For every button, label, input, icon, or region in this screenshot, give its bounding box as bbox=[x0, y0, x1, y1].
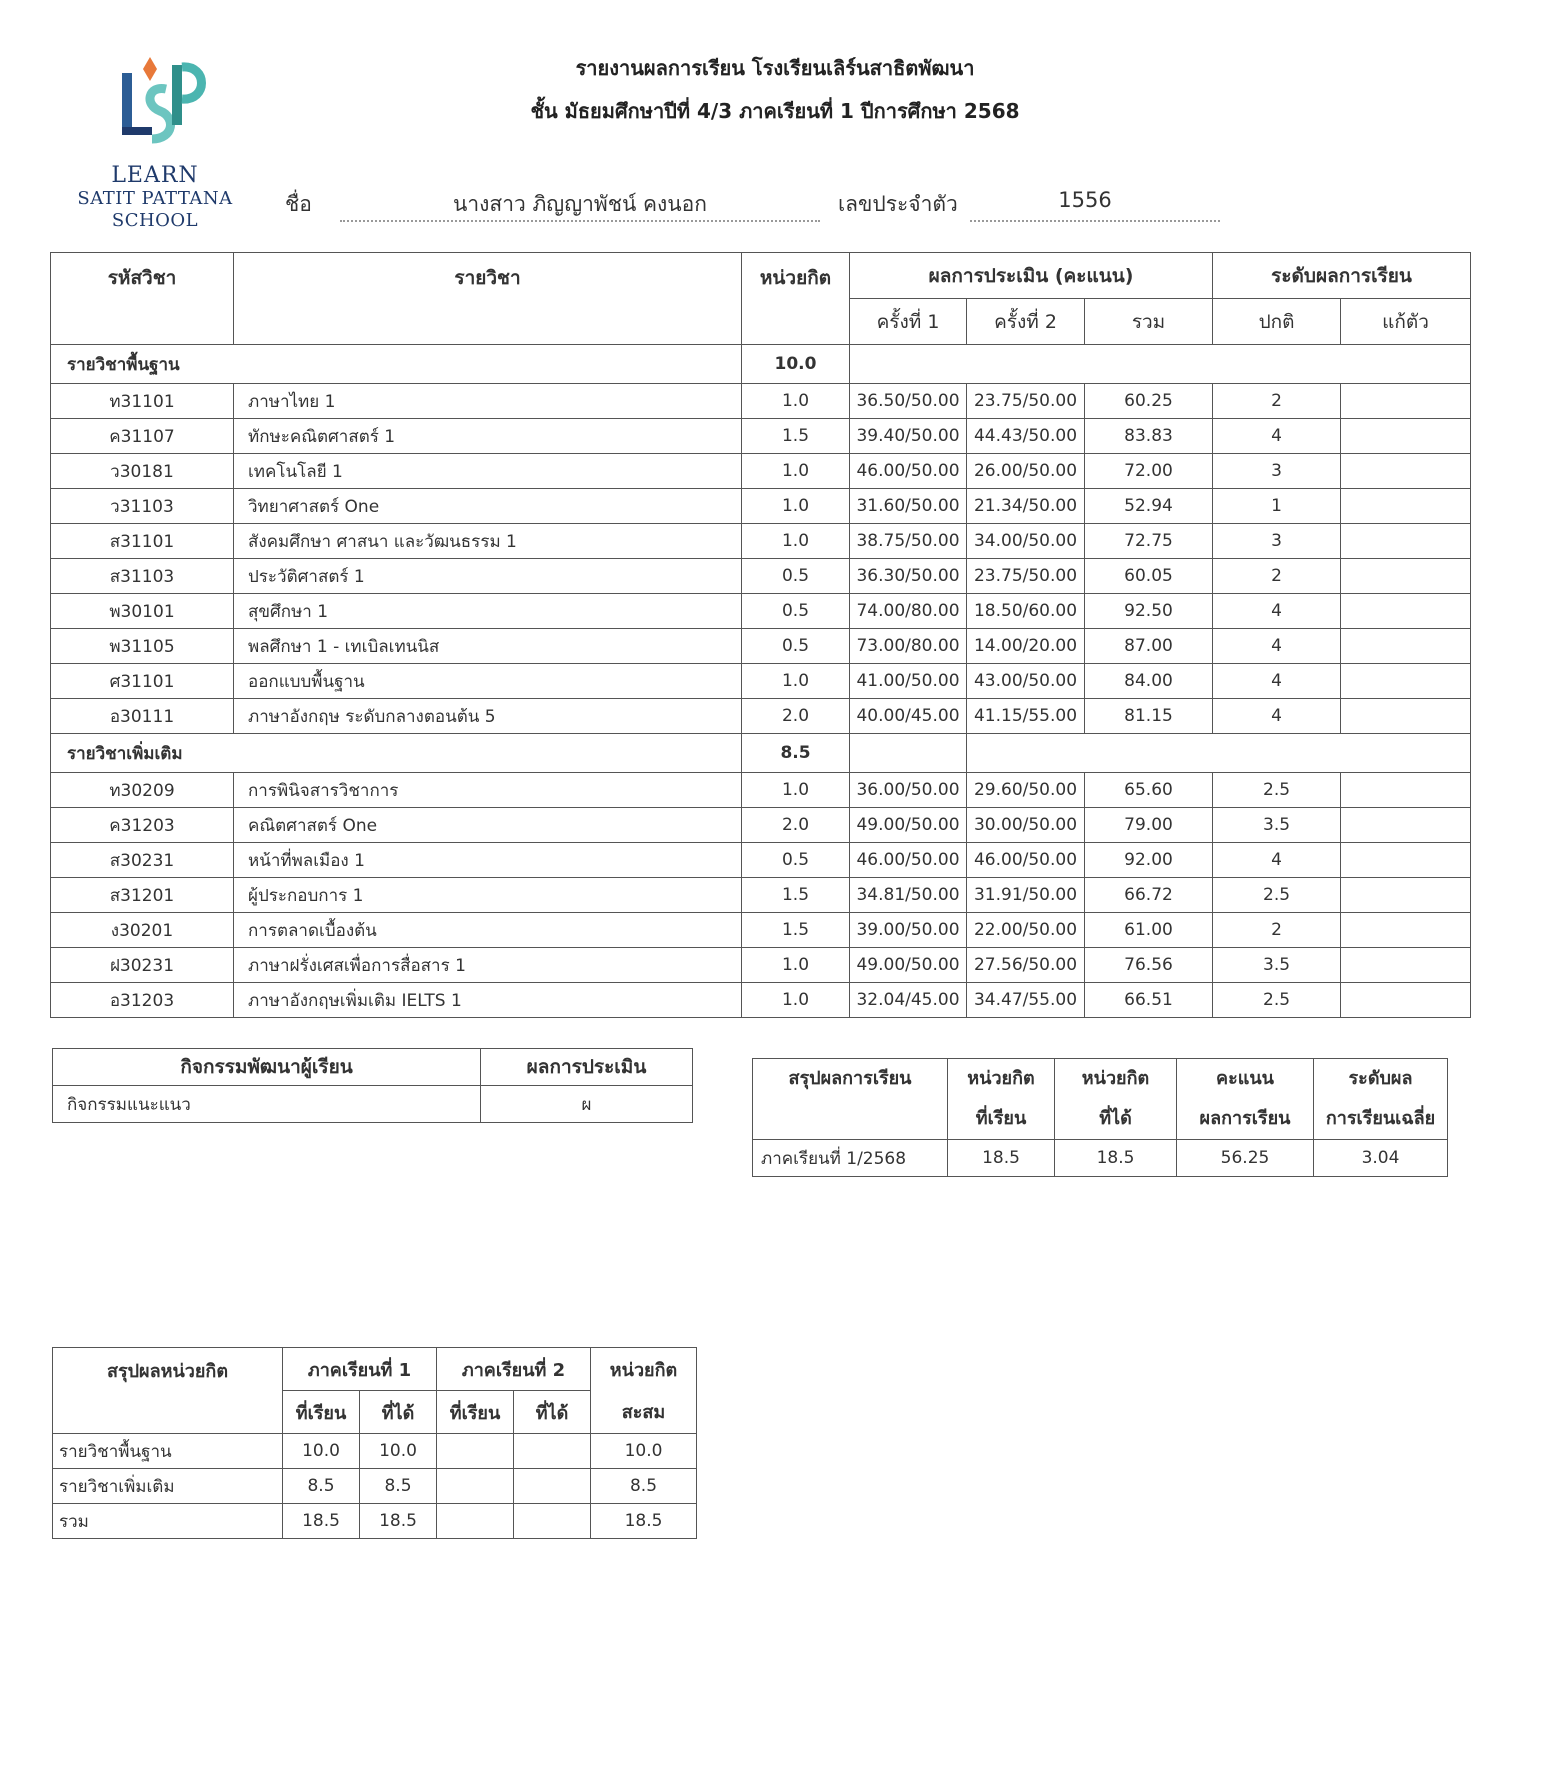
table-row bbox=[51, 843, 1471, 878]
score-total: 76.56 bbox=[1085, 948, 1213, 983]
subject-credits: 1.5 bbox=[742, 419, 850, 454]
score-round-1: 36.30/50.00 bbox=[850, 559, 967, 594]
score-total: 66.72 bbox=[1085, 878, 1213, 913]
grade-normal: 2 bbox=[1213, 559, 1341, 594]
subject-name: พลศึกษา 1 - เทเบิลเทนนิส bbox=[234, 629, 742, 664]
subject-name: การตลาดเบื้องต้น bbox=[234, 913, 742, 948]
grade-remedial bbox=[1341, 594, 1471, 629]
report-title: รายงานผลการเรียน โรงเรียนเลิร์นสาธิตพัฒนา bbox=[575, 56, 975, 80]
group-credits: 10.0 bbox=[742, 345, 850, 384]
score-total: 81.15 bbox=[1085, 699, 1213, 734]
t1-taken: 18.5 bbox=[283, 1504, 360, 1539]
score-total: 87.00 bbox=[1085, 629, 1213, 664]
grade-normal: 4 bbox=[1213, 419, 1341, 454]
subject-name: ทักษะคณิตศาสตร์ 1 bbox=[234, 419, 742, 454]
score-total: 92.50 bbox=[1085, 594, 1213, 629]
group-empty bbox=[967, 734, 1471, 773]
activity-result: ผ bbox=[481, 1086, 693, 1123]
grade-normal: 2 bbox=[1213, 384, 1341, 419]
score-round-1: 39.40/50.00 bbox=[850, 419, 967, 454]
score-round-1: 39.00/50.00 bbox=[850, 913, 967, 948]
name-dotted-line bbox=[340, 220, 820, 222]
t1-earned: 10.0 bbox=[360, 1434, 437, 1469]
table-row bbox=[51, 559, 1471, 594]
subject-name: ภาษาอังกฤษ ระดับกลางตอนต้น 5 bbox=[234, 699, 742, 734]
logo-line-3: SCHOOL bbox=[111, 210, 199, 231]
score-round-2: 41.15/55.00 bbox=[967, 699, 1085, 734]
credits-summary-table bbox=[52, 1347, 697, 1539]
table-row bbox=[53, 1504, 697, 1539]
score-total: 72.75 bbox=[1085, 524, 1213, 559]
t1-taken: 10.0 bbox=[283, 1434, 360, 1469]
score-round-1: 31.60/50.00 bbox=[850, 489, 967, 524]
score-total: 72.00 bbox=[1085, 454, 1213, 489]
name-label: ชื่อ bbox=[285, 192, 312, 216]
grade-remedial bbox=[1341, 629, 1471, 664]
subject-credits: 1.0 bbox=[742, 948, 850, 983]
subject-credits: 0.5 bbox=[742, 629, 850, 664]
table-row bbox=[53, 1434, 697, 1469]
group-row bbox=[51, 734, 1471, 773]
summary-term: ภาคเรียนที่ 1/2568 bbox=[753, 1140, 948, 1177]
score-round-2: 31.91/50.00 bbox=[967, 878, 1085, 913]
subject-name: ภาษาฝรั่งเศสเพื่อการสื่อสาร 1 bbox=[234, 948, 742, 983]
score-total: 83.83 bbox=[1085, 419, 1213, 454]
grade-normal: 4 bbox=[1213, 664, 1341, 699]
activity-name: กิจกรรมแนะแนว bbox=[53, 1086, 481, 1123]
header-summary: สรุปผลการเรียน bbox=[753, 1059, 948, 1140]
grade-normal: 2.5 bbox=[1213, 983, 1341, 1018]
subject-credits: 1.0 bbox=[742, 664, 850, 699]
score-round-1: 32.04/45.00 bbox=[850, 983, 967, 1018]
table-row bbox=[51, 878, 1471, 913]
credit-category: รายวิชาเพิ่มเติม bbox=[53, 1469, 283, 1504]
logo-line-2: SATIT PATTANA bbox=[77, 188, 233, 209]
header-t1-earned: ที่ได้ bbox=[360, 1391, 437, 1434]
grade-normal: 1 bbox=[1213, 489, 1341, 524]
table-row bbox=[753, 1140, 1448, 1177]
grade-normal: 4 bbox=[1213, 594, 1341, 629]
subject-name: หน้าที่พลเมือง 1 bbox=[234, 843, 742, 878]
subject-name: เทคโนโลยี 1 bbox=[234, 454, 742, 489]
table-row bbox=[53, 1469, 697, 1504]
grade-remedial bbox=[1341, 913, 1471, 948]
grade-remedial bbox=[1341, 878, 1471, 913]
subject-code: อ31203 bbox=[51, 983, 234, 1018]
score-round-2: 14.00/20.00 bbox=[967, 629, 1085, 664]
score-total: 92.00 bbox=[1085, 843, 1213, 878]
t1-earned: 8.5 bbox=[360, 1469, 437, 1504]
accumulated-credits: 8.5 bbox=[591, 1469, 697, 1504]
header-total: รวม bbox=[1085, 299, 1213, 345]
subject-credits: 1.0 bbox=[742, 524, 850, 559]
score-round-1: 38.75/50.00 bbox=[850, 524, 967, 559]
group-credits: 8.5 bbox=[742, 734, 850, 773]
score-total: 60.25 bbox=[1085, 384, 1213, 419]
group-row bbox=[51, 345, 1471, 384]
header-t2-taken: ที่เรียน bbox=[437, 1391, 514, 1434]
grade-normal: 3 bbox=[1213, 454, 1341, 489]
t2-taken bbox=[437, 1469, 514, 1504]
subject-name: การพินิจสารวิชาการ bbox=[234, 773, 742, 808]
t2-earned bbox=[514, 1469, 591, 1504]
score-total: 65.60 bbox=[1085, 773, 1213, 808]
grade-remedial bbox=[1341, 384, 1471, 419]
report-subtitle: ชั้น มัธยมศึกษาปีที่ 4/3 ภาคเรียนที่ 1 ปีการศึกษา 2568 bbox=[530, 99, 1020, 123]
table-row bbox=[51, 419, 1471, 454]
subject-credits: 0.5 bbox=[742, 559, 850, 594]
accumulated-credits: 10.0 bbox=[591, 1434, 697, 1469]
grade-remedial bbox=[1341, 808, 1471, 843]
score-round-2: 43.00/50.00 bbox=[967, 664, 1085, 699]
t1-earned: 18.5 bbox=[360, 1504, 437, 1539]
credit-category: รวม bbox=[53, 1504, 283, 1539]
table-row bbox=[51, 524, 1471, 559]
summary-credits-earned: 18.5 bbox=[1055, 1140, 1177, 1177]
score-round-2: 26.00/50.00 bbox=[967, 454, 1085, 489]
t2-taken bbox=[437, 1504, 514, 1539]
summary-score: 56.25 bbox=[1177, 1140, 1314, 1177]
grade-remedial bbox=[1341, 559, 1471, 594]
table-row bbox=[51, 454, 1471, 489]
subject-code: ศ31101 bbox=[51, 664, 234, 699]
header-t2-earned: ที่ได้ bbox=[514, 1391, 591, 1434]
subject-code: ส30231 bbox=[51, 843, 234, 878]
table-row bbox=[53, 1086, 693, 1123]
subject-code: ค31203 bbox=[51, 808, 234, 843]
grades-table bbox=[50, 252, 1471, 1018]
header-activity: กิจกรรมพัฒนาผู้เรียน bbox=[53, 1049, 481, 1086]
header-assessment: ผลการประเมิน (คะแนน) bbox=[850, 253, 1213, 299]
subject-code: ง30201 bbox=[51, 913, 234, 948]
activity-table bbox=[52, 1048, 693, 1123]
subject-code: ส31101 bbox=[51, 524, 234, 559]
subject-credits: 1.0 bbox=[742, 489, 850, 524]
subject-credits: 2.0 bbox=[742, 808, 850, 843]
grade-normal: 4 bbox=[1213, 699, 1341, 734]
header-credits-earned-1: หน่วยกิต bbox=[1055, 1059, 1177, 1100]
subject-credits: 1.5 bbox=[742, 878, 850, 913]
score-round-2: 34.00/50.00 bbox=[967, 524, 1085, 559]
score-round-1: 40.00/45.00 bbox=[850, 699, 967, 734]
summary-table bbox=[752, 1058, 1448, 1177]
header-code: รหัสวิชา bbox=[51, 253, 234, 345]
grade-normal: 3.5 bbox=[1213, 808, 1341, 843]
subject-code: ท30209 bbox=[51, 773, 234, 808]
grade-remedial bbox=[1341, 664, 1471, 699]
score-round-1: 36.00/50.00 bbox=[850, 773, 967, 808]
table-row bbox=[51, 594, 1471, 629]
score-round-1: 49.00/50.00 bbox=[850, 948, 967, 983]
subject-name: ผู้ประกอบการ 1 bbox=[234, 878, 742, 913]
header-gpa-1: ระดับผล bbox=[1314, 1059, 1448, 1100]
subject-credits: 1.5 bbox=[742, 913, 850, 948]
subject-name: ภาษาไทย 1 bbox=[234, 384, 742, 419]
table-row bbox=[51, 948, 1471, 983]
grade-remedial bbox=[1341, 773, 1471, 808]
header-term-2: ภาคเรียนที่ 2 bbox=[437, 1348, 591, 1391]
subject-code: ว31103 bbox=[51, 489, 234, 524]
subject-code: ค31107 bbox=[51, 419, 234, 454]
subject-credits: 0.5 bbox=[742, 594, 850, 629]
score-round-2: 21.34/50.00 bbox=[967, 489, 1085, 524]
subject-name: สุขศึกษา 1 bbox=[234, 594, 742, 629]
subject-code: ฝ30231 bbox=[51, 948, 234, 983]
subject-name: ภาษาอังกฤษเพิ่มเติม IELTS 1 bbox=[234, 983, 742, 1018]
score-round-1: 73.00/80.00 bbox=[850, 629, 967, 664]
header-credits-taken-2: ที่เรียน bbox=[948, 1099, 1055, 1140]
grade-normal: 2.5 bbox=[1213, 878, 1341, 913]
score-total: 79.00 bbox=[1085, 808, 1213, 843]
score-round-2: 44.43/50.00 bbox=[967, 419, 1085, 454]
grade-remedial bbox=[1341, 983, 1471, 1018]
grade-remedial bbox=[1341, 699, 1471, 734]
credit-category: รายวิชาพื้นฐาน bbox=[53, 1434, 283, 1469]
score-round-1: 49.00/50.00 bbox=[850, 808, 967, 843]
score-round-1: 46.00/50.00 bbox=[850, 843, 967, 878]
table-row bbox=[51, 773, 1471, 808]
school-logo bbox=[70, 55, 240, 235]
subject-name: คณิตศาสตร์ One bbox=[234, 808, 742, 843]
accumulated-credits: 18.5 bbox=[591, 1504, 697, 1539]
grade-normal: 4 bbox=[1213, 629, 1341, 664]
header-term-1: ภาคเรียนที่ 1 bbox=[283, 1348, 437, 1391]
subject-code: อ30111 bbox=[51, 699, 234, 734]
score-round-1: 34.81/50.00 bbox=[850, 878, 967, 913]
score-round-2: 46.00/50.00 bbox=[967, 843, 1085, 878]
summary-gpa: 3.04 bbox=[1314, 1140, 1448, 1177]
grade-normal: 4 bbox=[1213, 843, 1341, 878]
score-round-1: 74.00/80.00 bbox=[850, 594, 967, 629]
table-row bbox=[51, 629, 1471, 664]
grade-remedial bbox=[1341, 419, 1471, 454]
table-row bbox=[51, 699, 1471, 734]
table-row bbox=[51, 384, 1471, 419]
t2-taken bbox=[437, 1434, 514, 1469]
header-normal: ปกติ bbox=[1213, 299, 1341, 345]
t2-earned bbox=[514, 1434, 591, 1469]
table-row bbox=[51, 983, 1471, 1018]
header-t1-taken: ที่เรียน bbox=[283, 1391, 360, 1434]
header-round-1: ครั้งที่ 1 bbox=[850, 299, 967, 345]
subject-code: ท31101 bbox=[51, 384, 234, 419]
t2-earned bbox=[514, 1504, 591, 1539]
subject-credits: 0.5 bbox=[742, 843, 850, 878]
header-accum-1: หน่วยกิต bbox=[591, 1348, 697, 1391]
group-empty bbox=[850, 345, 1471, 384]
t1-taken: 8.5 bbox=[283, 1469, 360, 1504]
table-row bbox=[51, 913, 1471, 948]
score-round-2: 29.60/50.00 bbox=[967, 773, 1085, 808]
id-dotted-line bbox=[970, 220, 1220, 222]
subject-credits: 1.0 bbox=[742, 983, 850, 1018]
header-score-1: คะแนน bbox=[1177, 1059, 1314, 1100]
header-round-2: ครั้งที่ 2 bbox=[967, 299, 1085, 345]
grade-normal: 3.5 bbox=[1213, 948, 1341, 983]
summary-credits-taken: 18.5 bbox=[948, 1140, 1055, 1177]
score-round-2: 22.00/50.00 bbox=[967, 913, 1085, 948]
grade-remedial bbox=[1341, 454, 1471, 489]
score-round-2: 30.00/50.00 bbox=[967, 808, 1085, 843]
score-total: 60.05 bbox=[1085, 559, 1213, 594]
student-name: นางสาว ภิญญาพัชน์ คงนอก bbox=[452, 192, 707, 216]
header-subject: รายวิชา bbox=[234, 253, 742, 345]
grade-remedial bbox=[1341, 524, 1471, 559]
header-grade-level: ระดับผลการเรียน bbox=[1213, 253, 1471, 299]
subject-code: พ31105 bbox=[51, 629, 234, 664]
header-credits-earned-2: ที่ได้ bbox=[1055, 1099, 1177, 1140]
header-gpa-2: การเรียนเฉลี่ย bbox=[1314, 1099, 1448, 1140]
score-total: 84.00 bbox=[1085, 664, 1213, 699]
subject-name: สังคมศึกษา ศาสนา และวัฒนธรรม 1 bbox=[234, 524, 742, 559]
score-total: 66.51 bbox=[1085, 983, 1213, 1018]
table-row bbox=[51, 808, 1471, 843]
subject-name: ประวัติศาสตร์ 1 bbox=[234, 559, 742, 594]
group-label: รายวิชาเพิ่มเติม bbox=[51, 734, 742, 773]
group-empty bbox=[850, 734, 967, 773]
score-round-2: 18.50/60.00 bbox=[967, 594, 1085, 629]
score-round-1: 41.00/50.00 bbox=[850, 664, 967, 699]
score-round-2: 34.47/55.00 bbox=[967, 983, 1085, 1018]
subject-code: ส31201 bbox=[51, 878, 234, 913]
subject-name: ออกแบบพื้นฐาน bbox=[234, 664, 742, 699]
grade-remedial bbox=[1341, 948, 1471, 983]
score-round-2: 23.75/50.00 bbox=[967, 384, 1085, 419]
group-label: รายวิชาพื้นฐาน bbox=[51, 345, 742, 384]
student-id-label: เลขประจำตัว bbox=[838, 192, 958, 216]
table-row bbox=[51, 489, 1471, 524]
header-credits-taken-1: หน่วยกิต bbox=[948, 1059, 1055, 1100]
table-row bbox=[51, 664, 1471, 699]
subject-name: วิทยาศาสตร์ One bbox=[234, 489, 742, 524]
score-total: 52.94 bbox=[1085, 489, 1213, 524]
score-round-2: 23.75/50.00 bbox=[967, 559, 1085, 594]
header-remedial: แก้ตัว bbox=[1341, 299, 1471, 345]
subject-credits: 1.0 bbox=[742, 384, 850, 419]
score-total: 61.00 bbox=[1085, 913, 1213, 948]
logo-line-1: LEARN bbox=[111, 163, 199, 188]
grade-normal: 2 bbox=[1213, 913, 1341, 948]
header-credits: หน่วยกิต bbox=[742, 253, 850, 345]
subject-credits: 1.0 bbox=[742, 773, 850, 808]
lsp-logo-icon bbox=[108, 55, 208, 155]
header-score-2: ผลการเรียน bbox=[1177, 1099, 1314, 1140]
score-round-1: 46.00/50.00 bbox=[850, 454, 967, 489]
grade-normal: 3 bbox=[1213, 524, 1341, 559]
subject-credits: 1.0 bbox=[742, 454, 850, 489]
header-credits-summary: สรุปผลหน่วยกิต bbox=[53, 1348, 283, 1434]
header-activity-result: ผลการประเมิน bbox=[481, 1049, 693, 1086]
subject-credits: 2.0 bbox=[742, 699, 850, 734]
grade-remedial bbox=[1341, 843, 1471, 878]
student-id: 1556 bbox=[1058, 188, 1112, 212]
score-round-1: 36.50/50.00 bbox=[850, 384, 967, 419]
grade-normal: 2.5 bbox=[1213, 773, 1341, 808]
header-accum-2: สะสม bbox=[591, 1391, 697, 1434]
subject-code: พ30101 bbox=[51, 594, 234, 629]
grade-remedial bbox=[1341, 489, 1471, 524]
score-round-2: 27.56/50.00 bbox=[967, 948, 1085, 983]
subject-code: ส31103 bbox=[51, 559, 234, 594]
subject-code: ว30181 bbox=[51, 454, 234, 489]
